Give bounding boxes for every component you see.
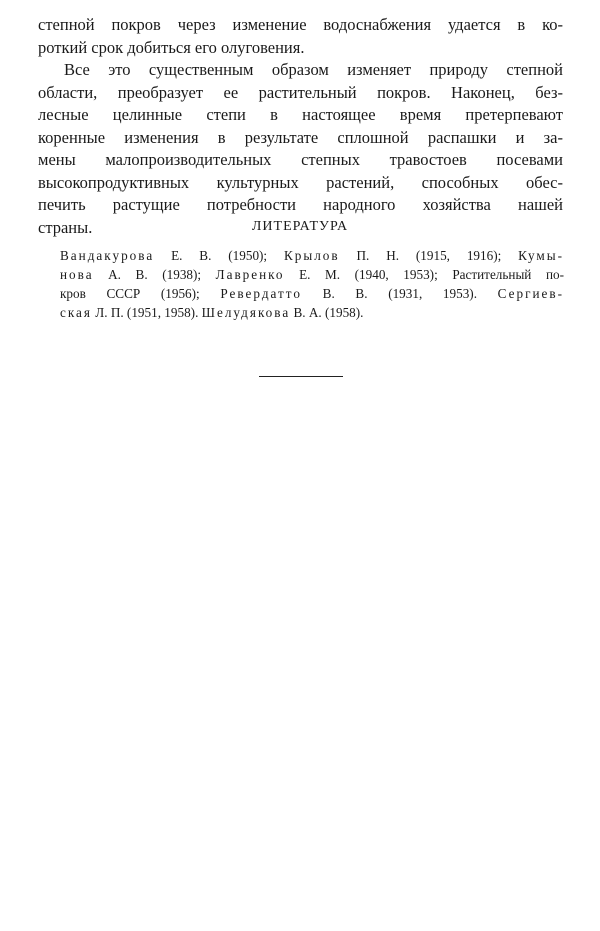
reference-list — [60, 246, 564, 322]
section-end-rule — [259, 376, 343, 377]
author-name: Кумы- — [518, 248, 564, 263]
body-text — [38, 14, 563, 239]
author-name: Шелудякова — [201, 305, 291, 320]
author-name: Вандакурова — [60, 248, 155, 263]
text-line: коренные изменения в результате сплошной распашки и за- — [38, 127, 563, 147]
text-line: Все это существенным образом изменяет природу степной — [64, 60, 563, 79]
author-name: Лавренко — [215, 267, 285, 282]
text-line: высокопродуктивных культурных растений, способных обес- — [38, 172, 563, 192]
text-line: печить растущие потребности народного хозяйства нашей — [38, 195, 563, 214]
reference-text: А. В. (1938); — [93, 267, 216, 282]
text-line: области, преобразует ее растительный покров. Наконец, без- — [38, 82, 563, 102]
author-name: ская — [60, 305, 92, 320]
reference-line — [60, 265, 564, 284]
paragraph-1 — [38, 14, 563, 59]
author-name: Крылов — [283, 248, 340, 263]
reference-text: Л. П. (1951, 1958). — [91, 305, 202, 320]
author-name: нова — [60, 267, 94, 282]
author-name: Сергиев- — [497, 286, 565, 301]
text-line: страны. — [38, 217, 93, 237]
text-line: степной покров через изменение водоснабжения удается в ко- — [38, 15, 563, 34]
text-line: лесные целинные степи в настоящее время претерпевают — [38, 105, 563, 124]
reference-text: П. Н. (1915, 1916); — [339, 248, 519, 263]
reference-text: Е. М. (1940, 1953); Растительный по- — [284, 267, 564, 282]
section-heading: ЛИТЕРАТУРА — [251, 219, 349, 234]
reference-line — [60, 246, 564, 265]
reference-text: Е. В. (1950); — [154, 248, 284, 263]
text-line: мены малопроизводительных степных травостоев посевами — [38, 150, 563, 169]
reference-text: кров СССР (1956); — [60, 286, 221, 301]
author-name: Ревердатто — [220, 286, 302, 301]
paragraph-2 — [38, 59, 563, 239]
reference-text: В. А. (1958). — [290, 305, 364, 320]
reference-line — [60, 284, 564, 303]
reference-text: В. В. (1931, 1953). — [302, 286, 498, 301]
reference-line — [60, 303, 564, 322]
text-line: роткий срок добиться его олуговения. — [38, 37, 305, 57]
